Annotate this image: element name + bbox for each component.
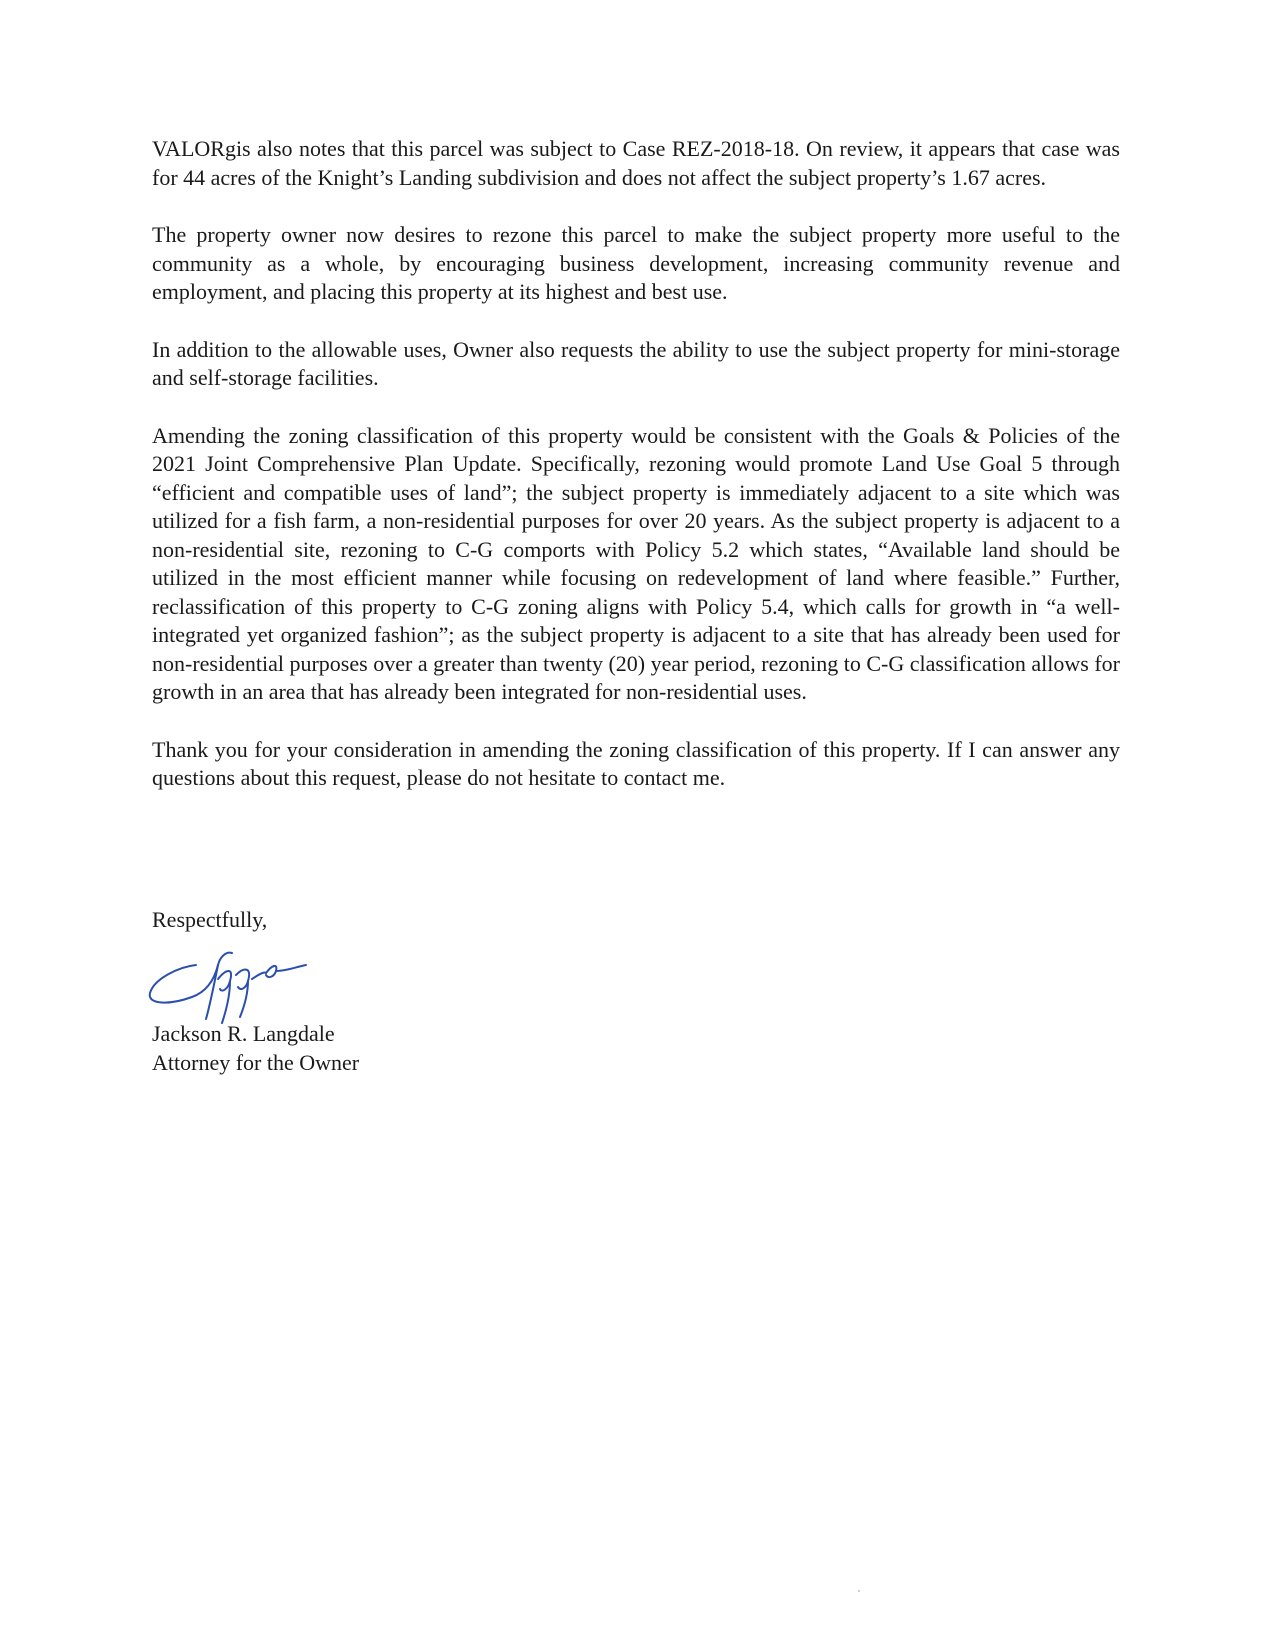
letter-body bbox=[152, 135, 1120, 822]
paragraph-comprehensive-plan: Amending the zoning classification of this property would be consistent with the Goals & Policies of the 2021 Joint Comprehensive Plan Update. Specifically, rezoning would promote Land Use Goal 5 through “efficient and compatible uses of land”; the subject property is immediately adjacent to a site which was utilized for a fish farm, a non-residential purposes for over 20 years. As the subject property is adjacent to a non-residential site, rezoning to C-G comports with Policy 5.2 which states, “Available land should be utilized in the most efficient manner while focusing on redevelopment of land where feasible.” Further, reclassification of this property to C-G zoning aligns with Policy 5.4, which calls for growth in “a well-integrated yet organized fashion”; as the subject property is adjacent to a site that has already been used for non-residential purposes over a greater than twenty (20) year period, rezoning to C-G classification allows for growth in an area that has already been integrated for non-residential uses. bbox=[152, 422, 1120, 704]
paragraph-case-note: VALORgis also notes that this parcel was subject to Case REZ-2018-18. On review, it appears that case was for 44 acres of the Knight’s Landing subdivision and does not affect the subject property’s 1.67 acres. bbox=[152, 136, 1120, 190]
signer-title: Attorney for the Owner bbox=[152, 1049, 360, 1075]
paragraph-storage-request: In addition to the allowable uses, Owner also requests the ability to use the subject property for mini-storage and self-storage facilities. bbox=[152, 336, 1120, 390]
signer-name: Jackson R. Langdale bbox=[152, 1021, 335, 1046]
closing-salutation: Respectfully, bbox=[152, 907, 268, 932]
signer-block bbox=[152, 1020, 359, 1077]
paragraph-thank-you: Thank you for your consideration in amending the zoning classification of this property. If I can answer any questions about this request, please do not hesitate to contact me. bbox=[152, 736, 1120, 790]
handwritten-signature bbox=[148, 945, 318, 1025]
scan-speck bbox=[858, 1590, 860, 1592]
paragraph-rezone-desire: The property owner now desires to rezone this parcel to make the subject property more useful to the community as a whole, by encouraging business development, increasing community revenue and employment, and placing this property at its highest and best use. bbox=[152, 222, 1120, 304]
